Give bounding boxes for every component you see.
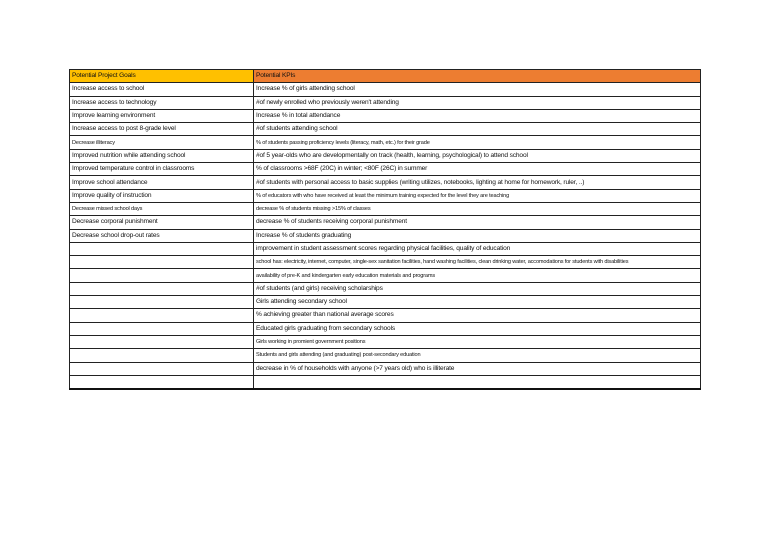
table-row: [70, 216, 701, 229]
kpi-cell[interactable]: decrease % of students missing >15% of classes: [254, 202, 701, 215]
kpi-cell[interactable]: % of students passing proficiency levels (literacy, math, etc.) for their grade: [254, 136, 701, 149]
table-row: [70, 322, 701, 335]
table-row: [70, 362, 701, 375]
goal-cell[interactable]: [70, 296, 254, 309]
table-row: [70, 349, 701, 362]
table-row: [70, 256, 701, 269]
goal-cell[interactable]: Improved temperature control in classrooms: [70, 163, 254, 176]
table-row: [70, 176, 701, 189]
goal-cell[interactable]: [70, 282, 254, 295]
kpi-cell[interactable]: school has: electricity, internet, computer, single-sex sanitation facilities, hand washing facilities, clean drinking water, accomodations for students with disabilities: [254, 256, 701, 269]
table-row: [70, 202, 701, 215]
kpi-table: [69, 69, 701, 390]
kpi-cell[interactable]: [254, 375, 701, 389]
goal-cell[interactable]: Increase access to post 8-grade level: [70, 123, 254, 136]
kpi-cell[interactable]: #of students (and girls) receiving scholarships: [254, 282, 701, 295]
goals-header[interactable]: Potential Project Goals: [70, 70, 254, 83]
kpis-header[interactable]: Potential KPIs: [254, 70, 701, 83]
table-row: [70, 83, 701, 96]
kpi-cell[interactable]: #of newly enrolled who previously weren't attending: [254, 96, 701, 109]
kpi-cell[interactable]: availability of pre-K and kindergarten early education materials and programs: [254, 269, 701, 282]
goal-cell[interactable]: [70, 322, 254, 335]
kpi-cell[interactable]: Girls working in promient government positions: [254, 335, 701, 348]
table-body: [70, 83, 701, 389]
kpi-cell[interactable]: #of students with personal access to basic supplies (writing utilizes, notebooks, lighting at home for homework, ruler, ..): [254, 176, 701, 189]
table-row: [70, 309, 701, 322]
table-row: [70, 296, 701, 309]
table-row: [70, 109, 701, 122]
kpi-cell[interactable]: #of 5 year-olds who are developmentally on track (health, learning, psychological) to attend school: [254, 149, 701, 162]
table-row: [70, 123, 701, 136]
goal-cell[interactable]: Decrease school drop-out rates: [70, 229, 254, 242]
table-row: [70, 335, 701, 348]
goal-cell[interactable]: [70, 256, 254, 269]
goal-cell[interactable]: [70, 375, 254, 389]
goal-cell[interactable]: [70, 269, 254, 282]
goal-cell[interactable]: Decrease missed school days: [70, 202, 254, 215]
table-row: [70, 282, 701, 295]
goal-cell[interactable]: [70, 335, 254, 348]
kpi-cell[interactable]: % of educators with who have received at least the minimum training expected for the level they are teaching: [254, 189, 701, 202]
goal-cell[interactable]: Increase access to technology: [70, 96, 254, 109]
table-row: [70, 269, 701, 282]
table-row: [70, 96, 701, 109]
table-row: [70, 242, 701, 255]
kpi-cell[interactable]: Educated girls graduating from secondary schools: [254, 322, 701, 335]
table-row: [70, 163, 701, 176]
kpi-cell[interactable]: #of students attending school: [254, 123, 701, 136]
kpi-cell[interactable]: Increase % of girls attending school: [254, 83, 701, 96]
goal-cell[interactable]: Improve school attendance: [70, 176, 254, 189]
table-row: [70, 375, 701, 389]
kpi-cell[interactable]: % achieving greater than national average scores: [254, 309, 701, 322]
table-row: [70, 149, 701, 162]
kpi-cell[interactable]: Girls attending secondary school: [254, 296, 701, 309]
goal-cell[interactable]: Improved nutrition while attending school: [70, 149, 254, 162]
goal-cell[interactable]: Improve learning environment: [70, 109, 254, 122]
kpi-cell[interactable]: improvement in student assessment scores regarding physical facilities, quality of education: [254, 242, 701, 255]
kpi-cell[interactable]: Increase % in total attendance: [254, 109, 701, 122]
table-row: [70, 189, 701, 202]
kpi-cell[interactable]: decrease % of students receiving corporal punishment: [254, 216, 701, 229]
goal-cell[interactable]: Increase access to school: [70, 83, 254, 96]
goal-cell[interactable]: [70, 362, 254, 375]
kpi-cell[interactable]: Students and girls attending (and graduating) post-secondary eduation: [254, 349, 701, 362]
kpi-cell[interactable]: % of classrooms >68F (20C) in winter; <80F (26C) in summer: [254, 163, 701, 176]
kpi-cell[interactable]: decrease in % of households with anyone (>7 years old) who is illiterate: [254, 362, 701, 375]
table-row: [70, 229, 701, 242]
goal-cell[interactable]: Decrease illiteracy: [70, 136, 254, 149]
goal-cell[interactable]: [70, 309, 254, 322]
kpi-cell[interactable]: Increase % of students graduating: [254, 229, 701, 242]
header-row: [70, 70, 701, 83]
goal-cell[interactable]: [70, 242, 254, 255]
goal-cell[interactable]: Decrease corporal punishment: [70, 216, 254, 229]
table-row: [70, 136, 701, 149]
goal-cell[interactable]: [70, 349, 254, 362]
goal-cell[interactable]: Improve quality of instruction: [70, 189, 254, 202]
